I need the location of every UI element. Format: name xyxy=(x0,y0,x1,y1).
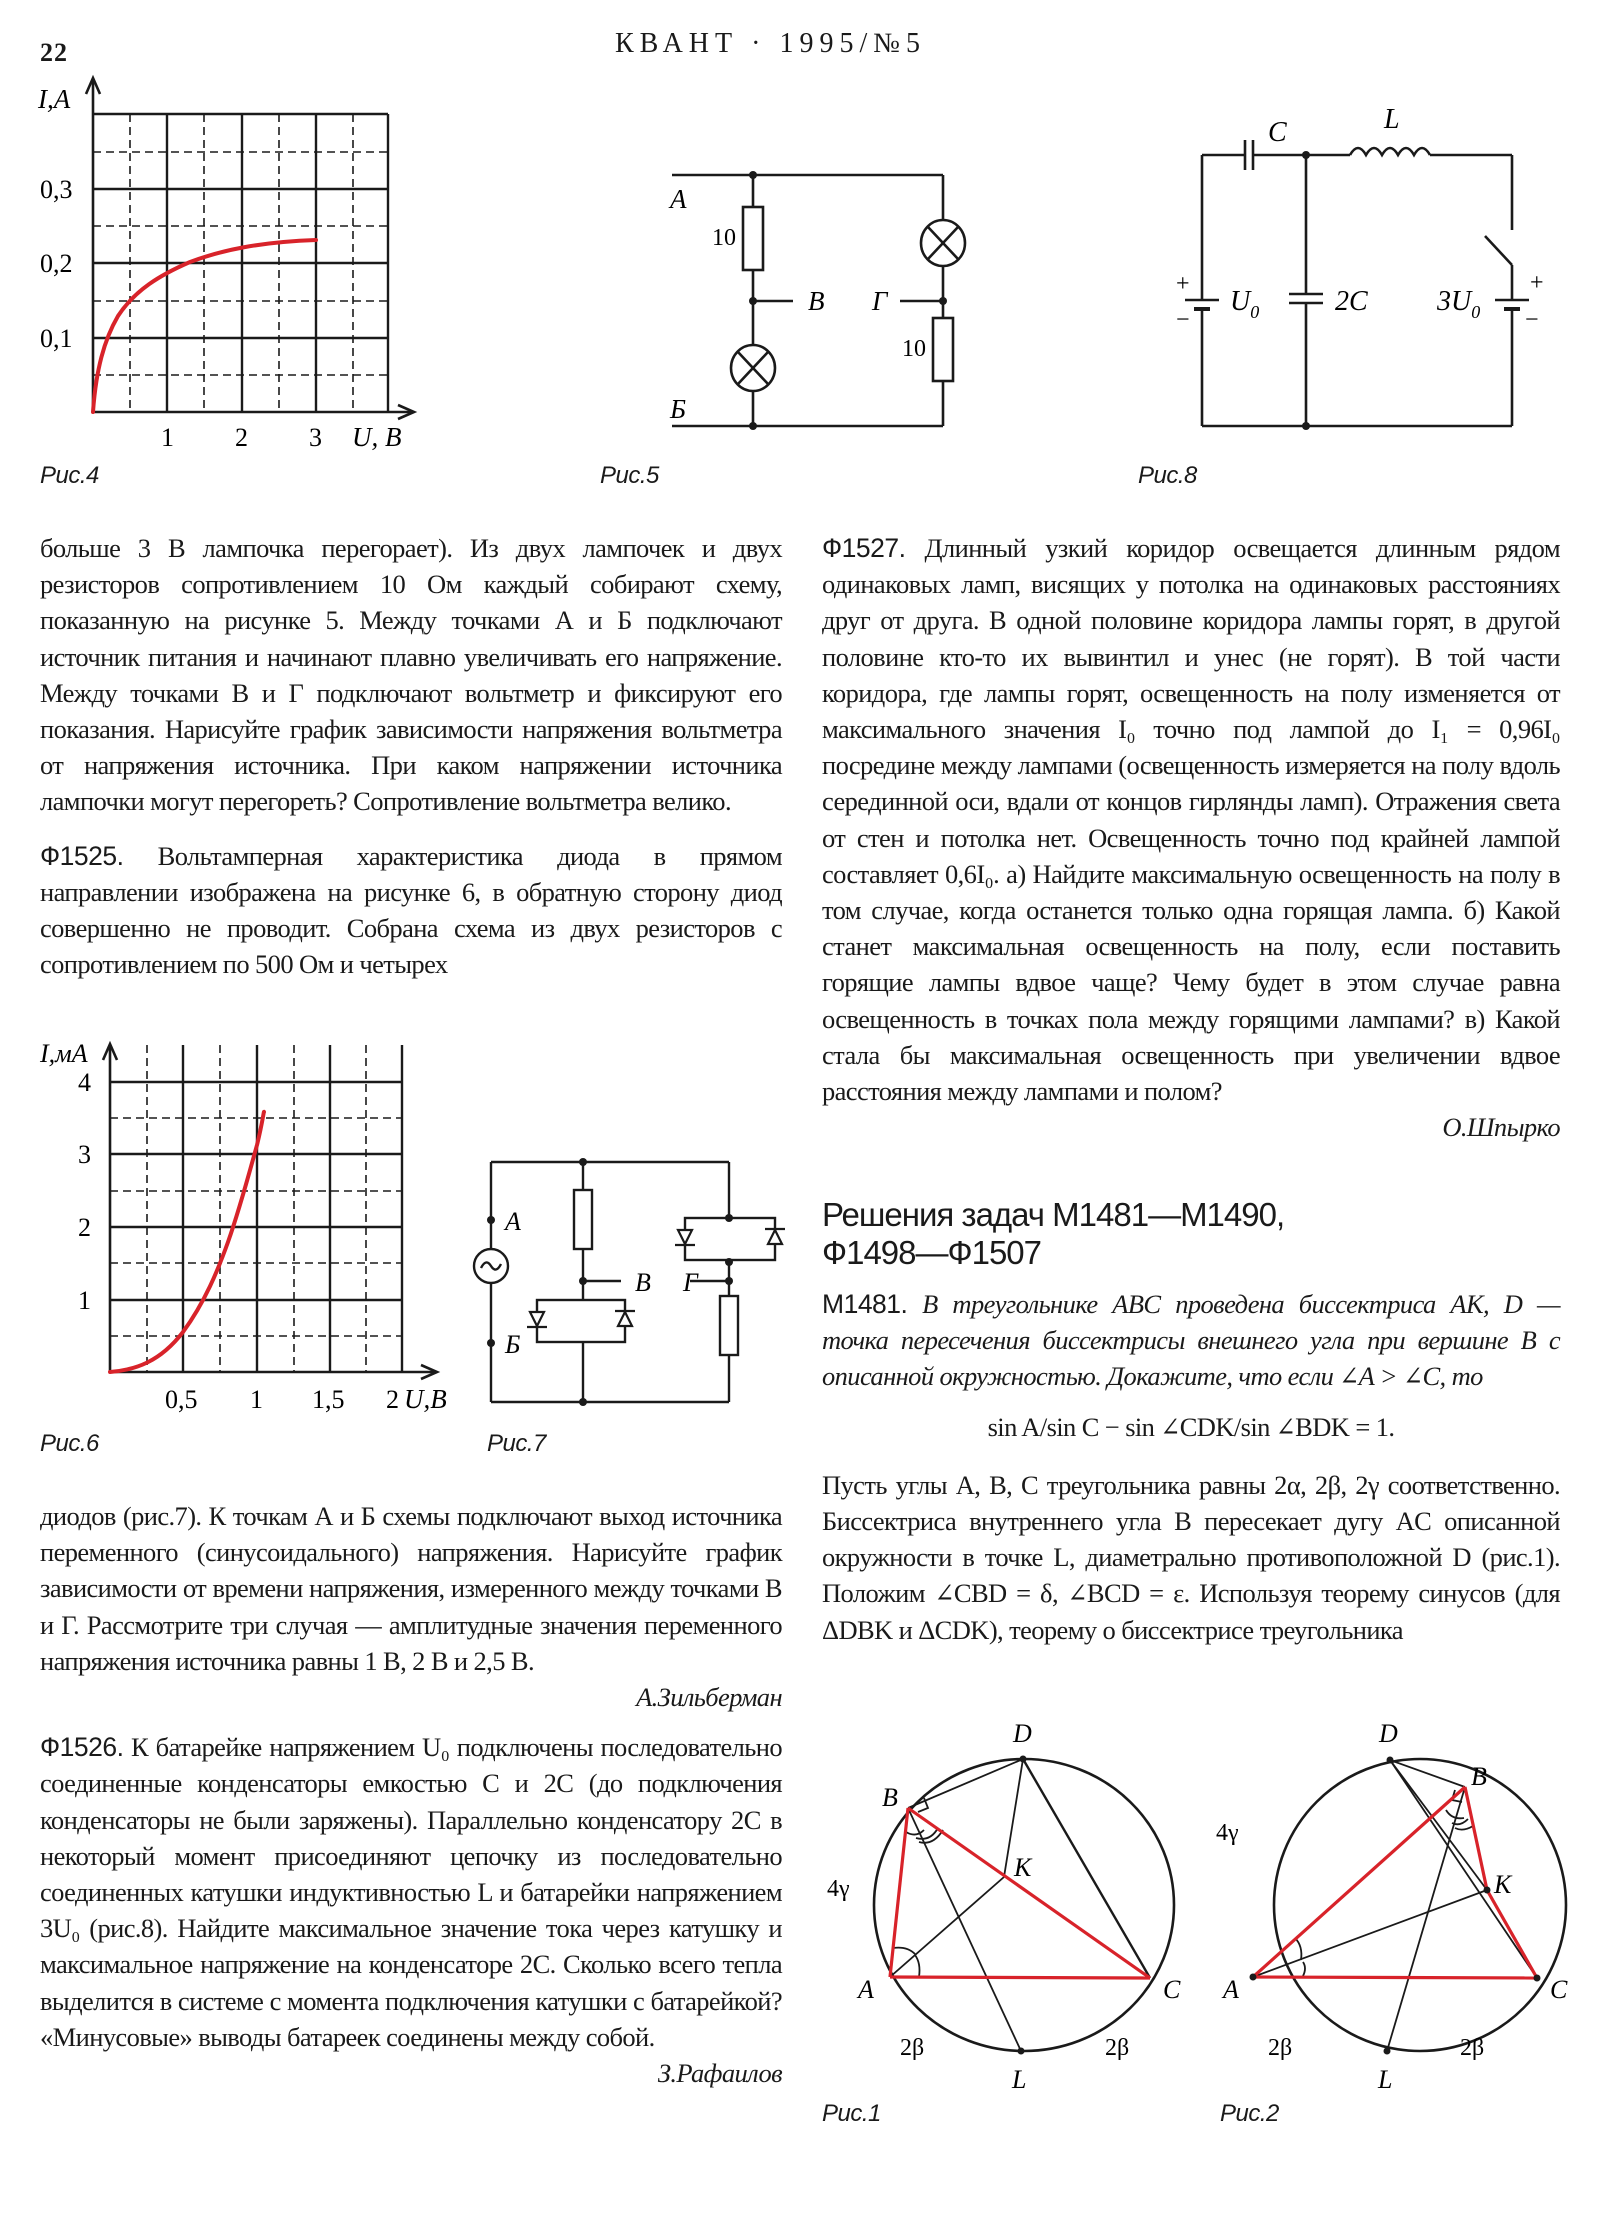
fig2-label-k: K xyxy=(1494,1870,1512,1899)
fig7-label-b: Б xyxy=(505,1330,521,1359)
fig8-label-c: C xyxy=(1268,117,1287,148)
figure-1-caption: Рис.1 xyxy=(822,2100,881,2127)
f1524-continuation: больше 3 В лампочка перегорает). Из двух лампочек и двух резисторов сопротивлением 10 Ом каждый собирают схему, показанную на рисунке 5. Между точками А и Б подключают источник питания и начинают плавно увеличивать его напряжение. Между точками В и Г подключают вольтметр и фиксируют его показания. Нарисуйте график зависимости напряжения вольтметра от напряжения источника. При каком напряжении источника лампочки могут перегореть? Сопротивление вольтметра велико. xyxy=(40,533,782,817)
fig6-x-tick-2: 2 xyxy=(386,1385,399,1414)
fig1-label-l: L xyxy=(1012,2065,1027,2094)
fig2-label-d: D xyxy=(1379,1719,1398,1748)
author-rafailov: З.Рафаилов xyxy=(657,2058,782,2089)
fig5-r2-value: 10 xyxy=(902,336,926,362)
fig1-label-c: C xyxy=(1163,1975,1181,2004)
figure-8-caption: Рис.8 xyxy=(1138,462,1197,489)
fig2-label-a: A xyxy=(1223,1975,1239,2004)
fig4-x-tick-1: 1 xyxy=(161,423,174,452)
fig2-arc-2beta-right: 2β xyxy=(1460,2035,1485,2061)
section-heading-line1: Решения задач М1481—М1490, xyxy=(822,1196,1285,1233)
fig8-minus-left: − xyxy=(1176,307,1190,333)
fig7-label-a: A xyxy=(505,1207,521,1236)
figure-4-caption: Рис.4 xyxy=(40,462,99,489)
fig4-y-tick-02: 0,2 xyxy=(40,249,73,278)
fig4-y-label: I,A xyxy=(38,84,71,114)
fig6-y-tick-1: 1 xyxy=(78,1286,91,1315)
fig1-arc-2beta-left: 2β xyxy=(900,2035,925,2061)
fig8-label-u0: $U_0$ xyxy=(1230,286,1260,322)
problem-f1526-text: К батарейке напряжением U₀ подключены последовательно соединенные конденсаторы емкостью C и 2C (до подключения конденсаторы не были заряжены). Параллельно конденсатору 2C в некоторый момент присоединяют цепочку из последовательно соединенных катушки индуктивностью L и батарейки напряжением 3U₀ (рис.8). Найдите максимальное значение тока через катушку и максимальное напряжение на конденсаторе 2C. Сколько всего тепла выделится в системе с момента подключения катушки с батарейкой? «Минусовые» выводы батареек соединены между собой. xyxy=(40,1732,783,2052)
fig5-label-v: В xyxy=(808,286,825,316)
fig4-x-tick-3: 3 xyxy=(309,423,322,452)
figure-2-caption: Рис.2 xyxy=(1220,2100,1279,2127)
running-title: КВАНТ · 1995/№5 xyxy=(615,28,926,59)
fig5-label-a: A xyxy=(670,184,687,214)
fig6-y-tick-3: 3 xyxy=(78,1140,91,1169)
m1481-solution: Пусть углы A, B, C треугольника равны 2α, 2β, 2γ соответственно. Биссектриса внутреннего угла B пересекает дугу AC описанной окружности в точке L, диаметрально противоположной D (рис.1). Положим ∠CBD = δ, ∠BCD = ε. Используя теорему синусов (для ΔDBK и ΔCDK), теорему о биссектрисе треугольника xyxy=(822,1469,1560,1645)
fig5-r1-value: 10 xyxy=(712,225,736,251)
author-zilberman: А.Зильберман xyxy=(636,1682,782,1713)
fig6-x-label: U,B xyxy=(404,1384,447,1414)
fig6-y-label: I,мA xyxy=(40,1039,88,1068)
fig5-label-g: Г xyxy=(872,286,888,316)
fig2-label-l: L xyxy=(1378,2065,1393,2094)
fig1-label-b: B xyxy=(882,1783,898,1812)
fig1-arc-4gamma: 4γ xyxy=(827,1876,850,1902)
fig8-minus-right: − xyxy=(1525,307,1539,333)
fig8-label-2c: 2C xyxy=(1335,286,1368,317)
fig1-label-k: K xyxy=(1014,1853,1032,1882)
problem-f1525-continued: диодов (рис.7). К точкам А и Б схемы подключают выход источника переменного (синусоидального) напряжения. Нарисуйте график зависимости от времени напряжения, измеренного между точками В и Г. Рассмотрите три случая — амплитудные значения переменного напряжения источника равны 1 В, 2 В и 2,5 В. xyxy=(40,1501,782,1676)
fig1-label-d: D xyxy=(1013,1719,1032,1748)
fig1-label-a: A xyxy=(858,1975,874,2004)
problem-id-f1526: Ф1526. xyxy=(40,1732,124,1763)
author-shpyrko: О.Шпырко xyxy=(1442,1112,1560,1143)
fig2-label-c: C xyxy=(1550,1975,1568,2004)
section-heading-line2: Ф1498—Ф1507 xyxy=(822,1234,1042,1271)
fig6-x-tick-1: 1 xyxy=(250,1385,263,1414)
fig8-label-l: L xyxy=(1384,104,1400,135)
fig5-label-b: Б xyxy=(670,394,686,424)
fig6-x-tick-05: 0,5 xyxy=(165,1385,198,1414)
problem-id-m1481: М1481. xyxy=(822,1289,908,1319)
problem-f1525-text: Вольтамперная характеристика диода в прямом направлении изображена на рисунке 6, в обратную сторону диод совершенно не проводит. Собрана схема из двух резисторов с сопротивлением по 500 Ом и четырех xyxy=(40,840,782,980)
fig8-plus-left: + xyxy=(1176,271,1190,297)
fig7-label-g: Г xyxy=(683,1268,698,1297)
problem-id-f1525: Ф1525. xyxy=(40,840,124,871)
fig7-label-v: В xyxy=(635,1268,651,1297)
problem-f1527-text: Длинный узкий коридор освещается длинным рядом одинаковых ламп, висящих у потолка на одинаковых расстояниях друг от друга. В одной половине коридора лампы горят, в другой половине кто-то их вывинтил и унес (не горят). В той части коридора, где лампы горят, освещенность на полу изменяется от максимального значения I₀ точно под лампой до I₁ = 0,96I₀ посредине между лампами (освещенность измеряется на полу вдоль серединной оси, вдали от концов гирлянды ламп). Отражения света от стен и потолка нет. Освещенность точно под крайней лампой составляет 0,6I₀. а) Найдите максимальную освещенность на полу в том случае, когда останется только одна горящая лампа. б) Какой станет максимальная освещенность на полу, если поставить горящие лампы вдвое чаще? Чему будет в этом случае равна освещенность в точках пола между горящими лампами? в) Какой стала бы максимальная освещенность при увеличении вдвое расстояния между лампами и полом? xyxy=(822,533,1560,1107)
fig6-x-tick-15: 1,5 xyxy=(312,1385,345,1414)
figure-6-caption: Рис.6 xyxy=(40,1430,99,1457)
fig4-y-tick-03: 0,3 xyxy=(40,175,73,204)
figure-5-caption: Рис.5 xyxy=(600,462,659,489)
fig1-arc-2beta-right: 2β xyxy=(1105,2035,1130,2061)
fig8-label-3u0: $3U_0$ xyxy=(1437,286,1481,322)
fig2-arc-2beta-left: 2β xyxy=(1268,2035,1293,2061)
page-number: 22 xyxy=(40,38,68,67)
fig6-y-tick-2: 2 xyxy=(78,1213,91,1242)
figure-7-caption: Рис.7 xyxy=(487,1430,546,1457)
m1481-formula: sin A/sin C − sin ∠CDK/sin ∠BDK = 1. xyxy=(987,1411,1395,1442)
fig2-arc-4gamma: 4γ xyxy=(1216,1820,1239,1846)
fig4-x-tick-2: 2 xyxy=(235,423,248,452)
fig8-plus-right: + xyxy=(1530,270,1544,296)
fig4-y-tick-01: 0,1 xyxy=(40,324,73,353)
fig4-x-label: U, B xyxy=(352,422,402,452)
problem-m1481-statement: В треугольнике ABC проведена биссектриса AK, D — точка пересечения биссектрисы внешнего угла при вершине B с описанной окружностью. Докажите, что если ∠A > ∠C, то xyxy=(822,1289,1560,1392)
fig2-label-b: B xyxy=(1471,1762,1487,1791)
problem-id-f1527: Ф1527. xyxy=(822,533,906,563)
fig6-y-tick-4: 4 xyxy=(78,1068,91,1097)
